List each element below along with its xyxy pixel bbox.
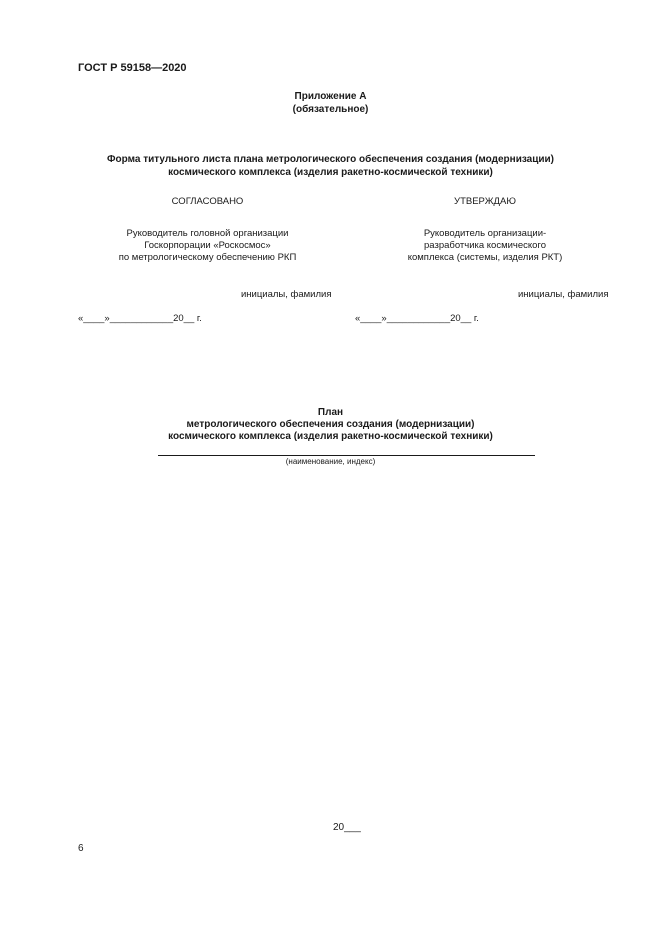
right-date-line: «____»____________20__ г. — [355, 313, 479, 324]
left-date-line: «____»____________20__ г. — [78, 313, 202, 324]
form-title-line2: космического комплекса (изделия ракетно-космической техники) — [168, 167, 493, 178]
right-position-line2: разработчика космического — [424, 240, 546, 251]
right-heading: УТВЕРЖДАЮ — [454, 196, 516, 207]
plan-line2: космического комплекса (изделия ракетно-космической техники) — [168, 431, 493, 442]
right-position-line1: Руководитель организации- — [423, 228, 547, 239]
left-position-line1: Руководитель головной организации — [126, 228, 289, 239]
right-position-line3: комплекса (системы, изделия РКТ) — [407, 252, 563, 263]
plan-line1: метрологического обеспечения создания (модернизации) — [186, 419, 475, 430]
left-position-line3: по метрологическому обеспечению РКП — [118, 252, 297, 263]
left-heading: СОГЛАСОВАНО — [171, 196, 244, 207]
appendix-title: Приложение А — [294, 91, 367, 102]
left-signature-label: инициалы, фамилия — [241, 289, 332, 300]
form-title-line1: Форма титульного листа плана метрологического обеспечения создания (модернизации) — [106, 154, 555, 165]
footer-year: 20___ — [333, 822, 361, 833]
left-position-line2: Госкорпорации «Роскосмос» — [144, 240, 271, 251]
standard-designation: ГОСТ Р 59158—2020 — [78, 62, 187, 74]
plan-name-caption: (наименование, индекс) — [285, 457, 376, 466]
plan-title: План — [317, 407, 344, 418]
page-number: 6 — [78, 843, 84, 854]
right-signature-label: инициалы, фамилия — [518, 289, 609, 300]
plan-name-underline — [158, 455, 535, 456]
appendix-status: (обязательное) — [292, 104, 369, 115]
